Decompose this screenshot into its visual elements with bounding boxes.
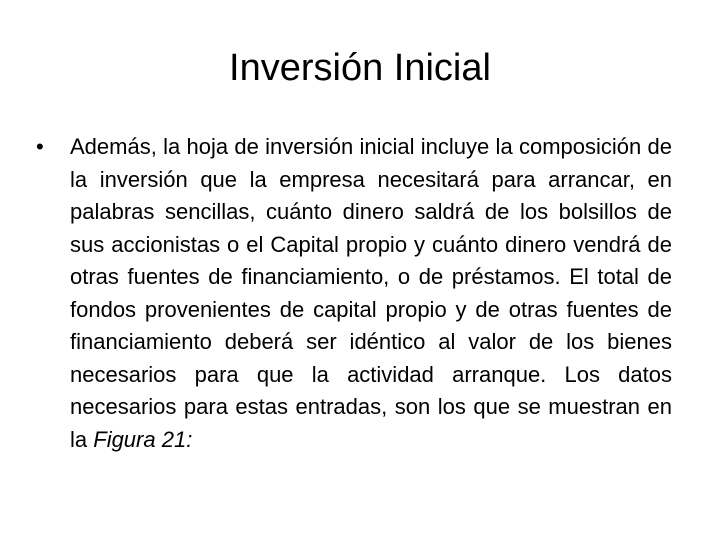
bullet-icon: • bbox=[36, 134, 44, 159]
slide-title: Inversión Inicial bbox=[229, 47, 491, 89]
bullet-body-text: Además, la hoja de inversión inicial incluye la composición de la inversión que la empresa necesitará para arrancar, en palabras sencillas, cuánto dinero saldrá de los bolsillos de sus accionistas o el Capital propio y cuánto dinero vendrá de otras fuentes de financiamiento, o de préstamos. El total de fondos provenientes de capital propio y de otras fuentes de financiamiento deberá ser idéntico al valor de los bienes necesarios para que la actividad arranque. Los datos necesarios para estas entradas, son los que se muestran en la bbox=[70, 134, 672, 452]
figure-reference: Figura 21: bbox=[93, 426, 193, 452]
bullet-paragraph bbox=[70, 131, 672, 456]
bullet-item bbox=[36, 131, 672, 456]
